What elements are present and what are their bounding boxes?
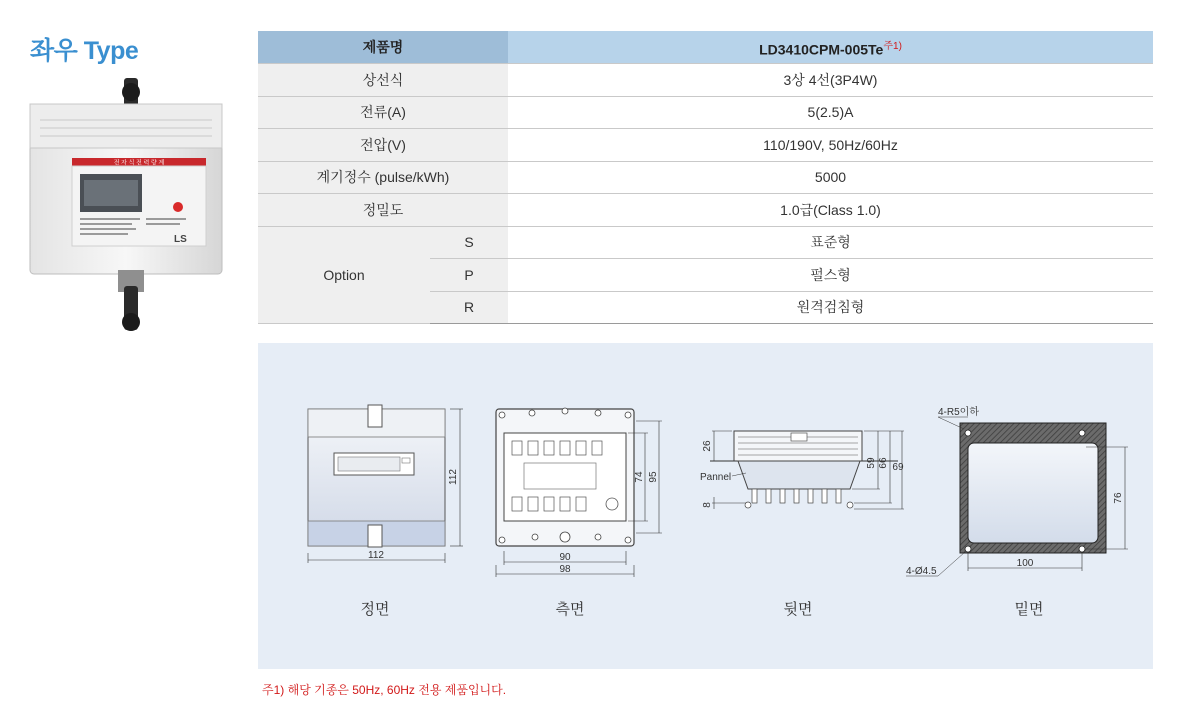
- option-code: S: [430, 226, 508, 259]
- side-dim-h1: 74: [634, 471, 645, 483]
- back-dim-h3: 69: [892, 460, 904, 471]
- front-view-label: 정면: [360, 601, 390, 618]
- option-value: 표준형: [508, 226, 1153, 259]
- row-label: 전류(A): [258, 96, 508, 129]
- section-title: 좌우 Type: [30, 37, 139, 65]
- front-dim-height: 112: [448, 469, 459, 485]
- spec-header-value: [508, 31, 1153, 64]
- row-label: 계기정수 (pulse/kWh): [258, 161, 508, 194]
- bottom-radius-note: 4-R5이하: [938, 407, 979, 418]
- row-label: 상선식: [258, 64, 508, 97]
- option-label: Option: [258, 226, 430, 324]
- table-row: [258, 194, 1153, 227]
- table-row: [258, 64, 1153, 97]
- table-row: [258, 161, 1153, 194]
- bottom-dim-width: 100: [1016, 558, 1034, 569]
- back-view-drawing: [698, 423, 928, 533]
- front-view-drawing: [298, 403, 478, 578]
- row-value: 3상 4선(3P4W): [508, 64, 1153, 97]
- row-value: 110/190V, 50Hz/60Hz: [508, 129, 1153, 162]
- option-code: P: [430, 259, 508, 292]
- table-row: [258, 96, 1153, 129]
- back-dim-h2: 66: [878, 457, 889, 469]
- side-view-label: 측면: [555, 601, 585, 618]
- side-dim-outer: 98: [559, 564, 571, 575]
- option-value: 원격검침형: [508, 291, 1153, 324]
- back-pannel-text: Pannel: [700, 472, 732, 483]
- bottom-view-drawing: [898, 403, 1138, 583]
- drawing-panel: [258, 343, 1153, 669]
- model-name: LD3410CPM-005Te: [759, 41, 884, 58]
- back-dim-h1: 59: [866, 457, 877, 469]
- back-view-label: 뒷면: [783, 601, 813, 618]
- model-note: 주1): [883, 40, 902, 52]
- front-dim-width: 112: [368, 550, 384, 561]
- photo-label-strip: 전 자 식 전 력 량 계: [113, 160, 165, 167]
- row-label: 정밀도: [258, 194, 508, 227]
- bottom-dim-height: 76: [1113, 492, 1124, 504]
- row-label: 전압(V): [258, 129, 508, 162]
- photo-logo: LS: [174, 234, 187, 245]
- option-code: R: [430, 291, 508, 324]
- back-dim-bottom: 8: [702, 502, 713, 508]
- product-photo: [22, 70, 244, 345]
- option-value: 펄스형: [508, 259, 1153, 292]
- row-value: 5000: [508, 161, 1153, 194]
- table-row: [258, 226, 1153, 259]
- side-dim-h2: 95: [648, 471, 659, 483]
- side-dim-inner: 90: [559, 552, 571, 563]
- bottom-hole-note: 4-Ø4.5: [906, 566, 937, 577]
- spec-table: [258, 31, 1153, 324]
- row-value: 1.0급(Class 1.0): [508, 194, 1153, 227]
- bottom-view-label: 밑면: [1014, 601, 1044, 618]
- footnote: 주1) 해당 기종은 50Hz, 60Hz 전용 제품입니다.: [262, 683, 507, 697]
- side-view-drawing: [490, 403, 670, 583]
- spec-header-label: 제품명: [258, 31, 508, 64]
- row-value: 5(2.5)A: [508, 96, 1153, 129]
- spec-header-row: [258, 31, 1153, 64]
- back-dim-top: 26: [702, 440, 713, 452]
- table-row: [258, 129, 1153, 162]
